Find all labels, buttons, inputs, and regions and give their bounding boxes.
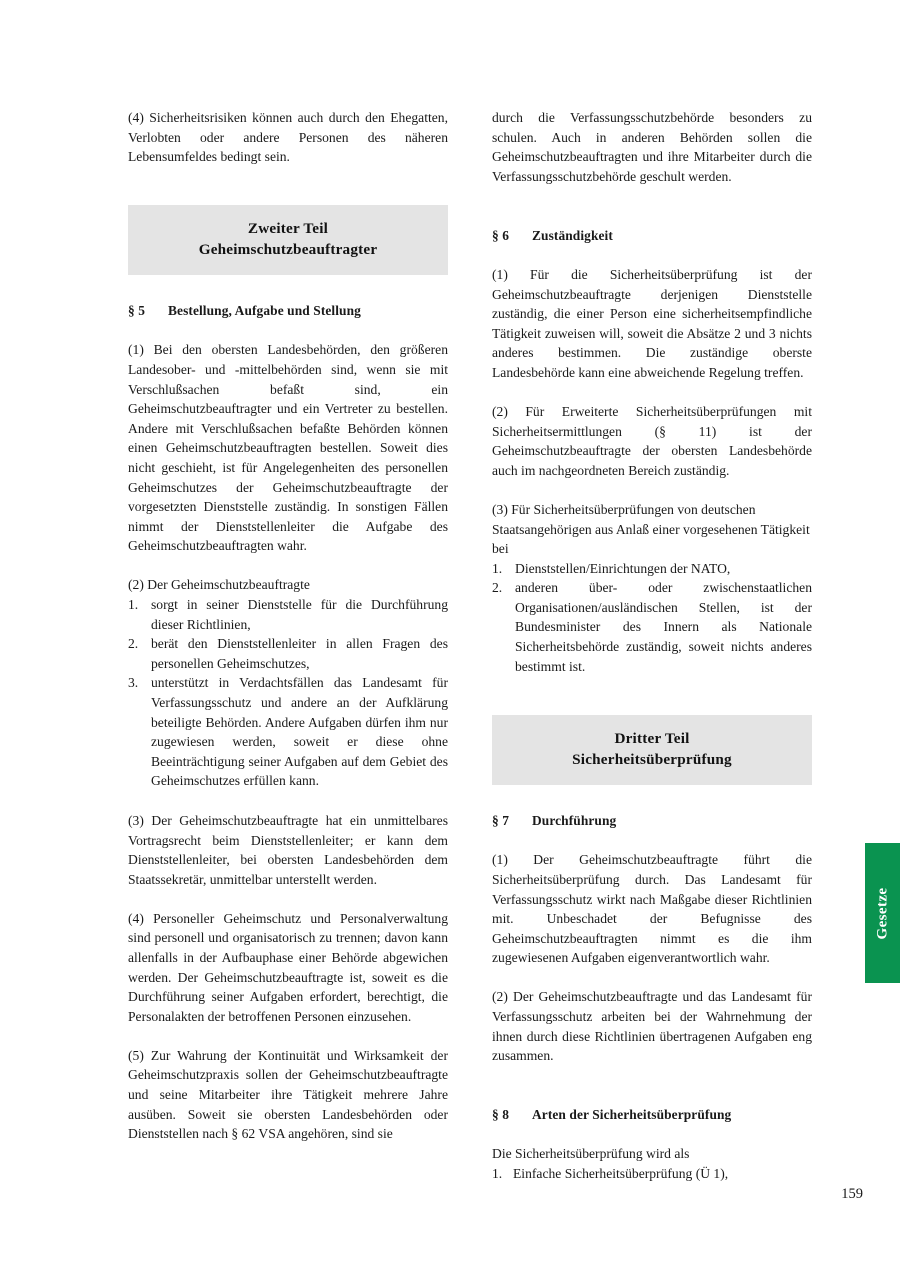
section-title-5: Bestellung, Aufgabe und Stellung (168, 303, 361, 319)
right-column (492, 108, 812, 1193)
list-item (128, 634, 448, 673)
section-5-paragraph-2-lead: (2) Der Geheimschutzbeauftragte (128, 577, 310, 593)
section-heading-5 (128, 301, 448, 321)
left-column (128, 108, 448, 1193)
section-6-paragraph-3-lead: (3) Für Sicherheitsüberprüfungen von deutschen Staatsangehörigen aus Anlaß einer vorgesehenen Tätigkeit bei (492, 501, 810, 557)
list-item-text: Dienststellen/Einrichtungen der NATO, (515, 560, 731, 576)
section-title-6: Zuständigkeit (532, 227, 613, 243)
section-heading-8 (492, 1105, 812, 1125)
part-banner-line-1: Zweiter Teil (247, 220, 329, 238)
list-item-text: berät den Dienststellenleiter in allen Fragen des personellen Geheimschutzes, (151, 636, 448, 671)
page-number: 159 (841, 1186, 863, 1202)
section-title-7: Durchführung (532, 813, 617, 829)
section-heading-7 (492, 811, 812, 831)
section-title-8: Arten der Sicherheitsüberprüfung (532, 1107, 732, 1123)
list-item-text: Einfache Sicherheitsüberprüfung (Ü 1), (513, 1165, 729, 1181)
side-tab-label: Gesetze (874, 887, 890, 939)
section-7-paragraph-2: (2) Der Geheimschutzbeauftragte und das Landesamt für Verfassungsschutz arbeiten bei der Wahrnehmung der ihnen durch diese Richtlinien übertragenen Aufgaben eng zusammen. (492, 989, 812, 1064)
banner-top-spacer-right (492, 676, 812, 715)
list-item-text: unterstützt in Verdachtsfällen das Landesamt für Verfassungsschutz und andere an der Aufklärung beteiligte Behörden. Andere Aufgaben dürfen ihm nur zugewiesen werden, soweit er diese ohne Beeinträchtigung seiner Aufgaben auf dem Gebiet des Geheimschutzes erfüllen kann. (151, 675, 448, 789)
section-7-paragraph-1: (1) Der Geheimschutzbeauftragte führt die Sicherheitsüberprüfung durch. Das Landesamt für Verfassungsschutz wirkt nach Maßgabe dieser Richtlinien mit. Unbeschadet der Befugnisse des Geheimschutzbeauftragten nimmt es die ihm zugewiesenen Aufgaben eigenverantwortlich wahr. (492, 852, 812, 966)
section-6-paragraph-2: (2) Für Erweiterte Sicherheitsüberprüfungen mit Sicherheitsermittlungen (§ 11) ist der Geheimschutzbeauftragte der obersten Landesbehörde auch im nachgeordneten Bereich zuständig. (492, 404, 812, 478)
list-item (492, 578, 812, 676)
list-item (492, 1164, 812, 1184)
list-marker: 2. (492, 580, 503, 596)
list-item (128, 595, 448, 634)
list-item (128, 673, 448, 791)
section-number-6: § 6 (492, 227, 510, 243)
section-5-paragraph-2-list (128, 595, 448, 791)
section-6-paragraph-3-list (492, 559, 812, 677)
part-banner-line-2: Sicherheitsüberprüfung (572, 751, 732, 769)
section-8-lead: Die Sicherheitsüberprüfung wird als (492, 1146, 690, 1162)
section-number-5: § 5 (128, 303, 146, 319)
section-number-7: § 7 (492, 813, 510, 829)
section-6-top-spacer (492, 206, 812, 226)
section-5-paragraph-5: (5) Zur Wahrung der Kontinuität und Wirksamkeit der Geheimschutzpraxis sollen der Geheimschutzbeauftragte und seine Mitarbeiter ihre Tätigkeit mehrere Jahre ausüben. Soweit sie obersten Landesbehörden oder Dienststellen nach § 62 VSA angehören, sind sie (128, 1047, 448, 1142)
section-8-top-spacer (492, 1085, 812, 1105)
section-6-paragraph-1: (1) Für die Sicherheitsüberprüfung ist der Geheimschutzbeauftragte derjenigen Dienststelle zuständig, die einer Person eine sicherheitsempfindliche Tätigkeit zuweisen will, soweit die Absätze 2 und 3 nichts anderes bestimmen. Die zuständige oberste Landesbehörde kann eine abweichende Regelung treffen. (492, 266, 812, 380)
list-marker: 2. (128, 636, 139, 652)
list-marker: 1. (492, 560, 503, 576)
list-item-text: sorgt in seiner Dienststelle für die Durchführung dieser Richtlinien, (151, 597, 448, 632)
section-5-paragraph-4: (4) Personeller Geheimschutz und Personalverwaltung sind personell und organisatorisch zu trennen; davon kann allenfalls in der Aufbauphase einer Behörde abgewichen werden. Der Geheimschutzbeauftragte ist, soweit es die Durchführung seiner Aufgaben erfordert, berechtigt, die Personalakten der betroffenen Personen einzusehen. (128, 910, 448, 1024)
list-marker: 1. (492, 1165, 503, 1181)
part-banner-dritter-teil (492, 715, 812, 785)
section-5-paragraph-3: (3) Der Geheimschutzbeauftragte hat ein unmittelbares Vortragsrecht beim Dienststellenleiter; er kann dem Dienststellenleiter, bei obersten Landesbehörden dem Staatssekretär, unmittelbar unterstellt werden. (128, 812, 448, 887)
section-heading-6 (492, 226, 812, 246)
section-number-8: § 8 (492, 1107, 510, 1123)
part-banner-line-2: Geheimschutzbeauftragter (198, 241, 378, 259)
section-8-list (492, 1164, 812, 1184)
section-5-paragraph-1: (1) Bei den obersten Landesbehörden, den größeren Landesober- und -mittelbehörden sind, wenn sie mit Verschlußsachen befaßt sind, ein Geheimschutzbeauftragter und ein Vertreter zu bestellen. Andere mit Verschlußsachen befaßte Behörden können einen Geheimschutzbeauftragten bestellen. Soweit dies nicht geschieht, ist für Angelegenheiten des personellen Geheimschutzes der Geheimschutzbeauftragte der vorgesetzten Dienststelle zuständig. In sonstigen Fällen nimmt der Dienststellenleiter die Aufgabe des Geheimschutzbeauftragten wahr. (128, 342, 448, 554)
paragraph-continued-from-previous-page: durch die Verfassungsschutzbehörde besonders zu schulen. Auch in anderen Behörden sollen die Geheimschutzbeauftragten und ihre Mitarbeiter durch die Verfassungsschutzbehörde geschult werden. (492, 110, 812, 184)
banner-top-spacer (128, 186, 448, 205)
list-item (492, 559, 812, 579)
side-thumb-tab-gesetze (865, 843, 900, 983)
two-column-body (128, 108, 812, 1193)
list-marker: 3. (128, 675, 139, 691)
part-banner-line-1: Dritter Teil (614, 730, 690, 748)
paragraph-4-continued: (4) Sicherheitsrisiken können auch durch den Ehegatten, Verlobten oder andere Personen des näheren Lebensumfeldes bedingt sein. (128, 110, 448, 165)
part-banner-zweiter-teil (128, 205, 448, 275)
paragraph-gap (128, 791, 448, 811)
list-marker: 1. (128, 597, 139, 612)
list-item-text: anderen über- oder zwischenstaatlichen Organisationen/ausländischen Stellen, ist der Bundesminister des Innern als Nationale Sicherheitsbehörde zuständig, soweit nichts anderes bestimmt ist. (515, 580, 812, 674)
